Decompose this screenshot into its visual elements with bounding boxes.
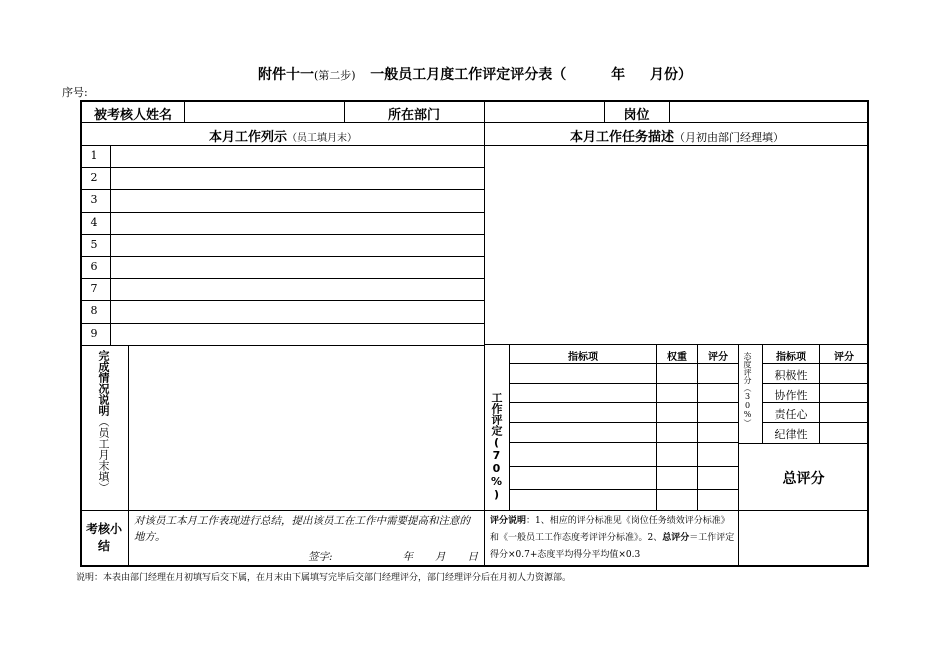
footer-note: 说明：本表由部门经理在月初填写后交下属，在月末由下属填写完毕后交部门经理评分，部门经理评分后在月初人力资源部。 (76, 573, 572, 583)
title-step: (第二步) (314, 69, 356, 82)
post-label: 岗位 (623, 108, 650, 123)
work-row-number: 5 (90, 237, 98, 251)
title-month: 月份） (649, 67, 692, 83)
work-row-field[interactable] (112, 280, 482, 298)
eval-header-score: 评分 (708, 352, 728, 363)
eval-label: 工作评定(70%) (490, 392, 503, 501)
work-row-field[interactable] (112, 302, 482, 320)
work-row-number: 8 (90, 304, 98, 318)
work-row-number: 4 (90, 215, 98, 229)
work-row-number: 3 (90, 193, 98, 207)
dept-label: 所在部门 (387, 108, 440, 123)
attitude-item: 责任心 (774, 408, 808, 421)
name-field[interactable] (186, 102, 342, 120)
post-field[interactable] (671, 102, 867, 120)
title-main: 一般员工月度工作评定评分表（ (370, 67, 567, 83)
title-year: 年 (611, 67, 626, 83)
summary-label: 考核小结 (85, 522, 122, 553)
attitude-header-item: 指标项 (776, 352, 806, 363)
eval-header-weight: 权重 (667, 352, 687, 363)
attitude-item: 积极性 (774, 369, 808, 382)
total-score-label: 总评分 (782, 471, 825, 487)
completion-label: 完成情况说明（员工月末填） (97, 350, 110, 493)
work-row-field[interactable] (112, 236, 482, 254)
work-row-field[interactable] (112, 169, 482, 187)
attitude-label: 态度评分（30%） (743, 352, 752, 427)
work-row-field[interactable] (112, 191, 482, 209)
sequence-label: 序号: (62, 86, 88, 99)
attitude-item: 协作性 (774, 389, 808, 402)
attitude-item: 纪律性 (774, 428, 808, 441)
total-score-field[interactable] (740, 512, 867, 565)
work-row-number: 6 (90, 260, 98, 273)
work-row-number: 1 (90, 149, 98, 162)
task-desc-area[interactable] (486, 147, 868, 344)
title-prefix: 附件十一 (258, 67, 315, 83)
page-title (0, 64, 950, 84)
work-row-field[interactable] (112, 325, 482, 343)
work-row-field[interactable] (112, 258, 482, 276)
attitude-header-score: 评分 (834, 352, 854, 363)
score-note: 评分说明：1、相应的评分标准见《岗位任务绩效评分标准》和《一般员工工作态度考评评分标准》。2、总评分＝工作评定得分×0.7+态度平均得分平均值×0.3 (490, 516, 735, 560)
summary-text: 对该员工本月工作表现进行总结，提出该员工在工作中需要提高和注意的地方。 (134, 515, 470, 543)
work-row-field[interactable] (112, 147, 482, 165)
work-list-title: 本月工作列示（员工填月末） (208, 130, 357, 145)
completion-area[interactable] (130, 347, 482, 508)
summary-sign: 签字: 年 月 日 (308, 551, 479, 563)
task-desc-title: 本月工作任务描述（月初由部门经理填） (569, 130, 784, 145)
name-label: 被考核人姓名 (93, 108, 172, 123)
work-row-field[interactable] (112, 214, 482, 232)
work-row-number: 7 (90, 282, 98, 296)
eval-header-item: 指标项 (568, 352, 598, 363)
work-row-number: 9 (90, 326, 98, 340)
work-row-number: 2 (90, 171, 98, 185)
dept-field[interactable] (486, 102, 602, 120)
